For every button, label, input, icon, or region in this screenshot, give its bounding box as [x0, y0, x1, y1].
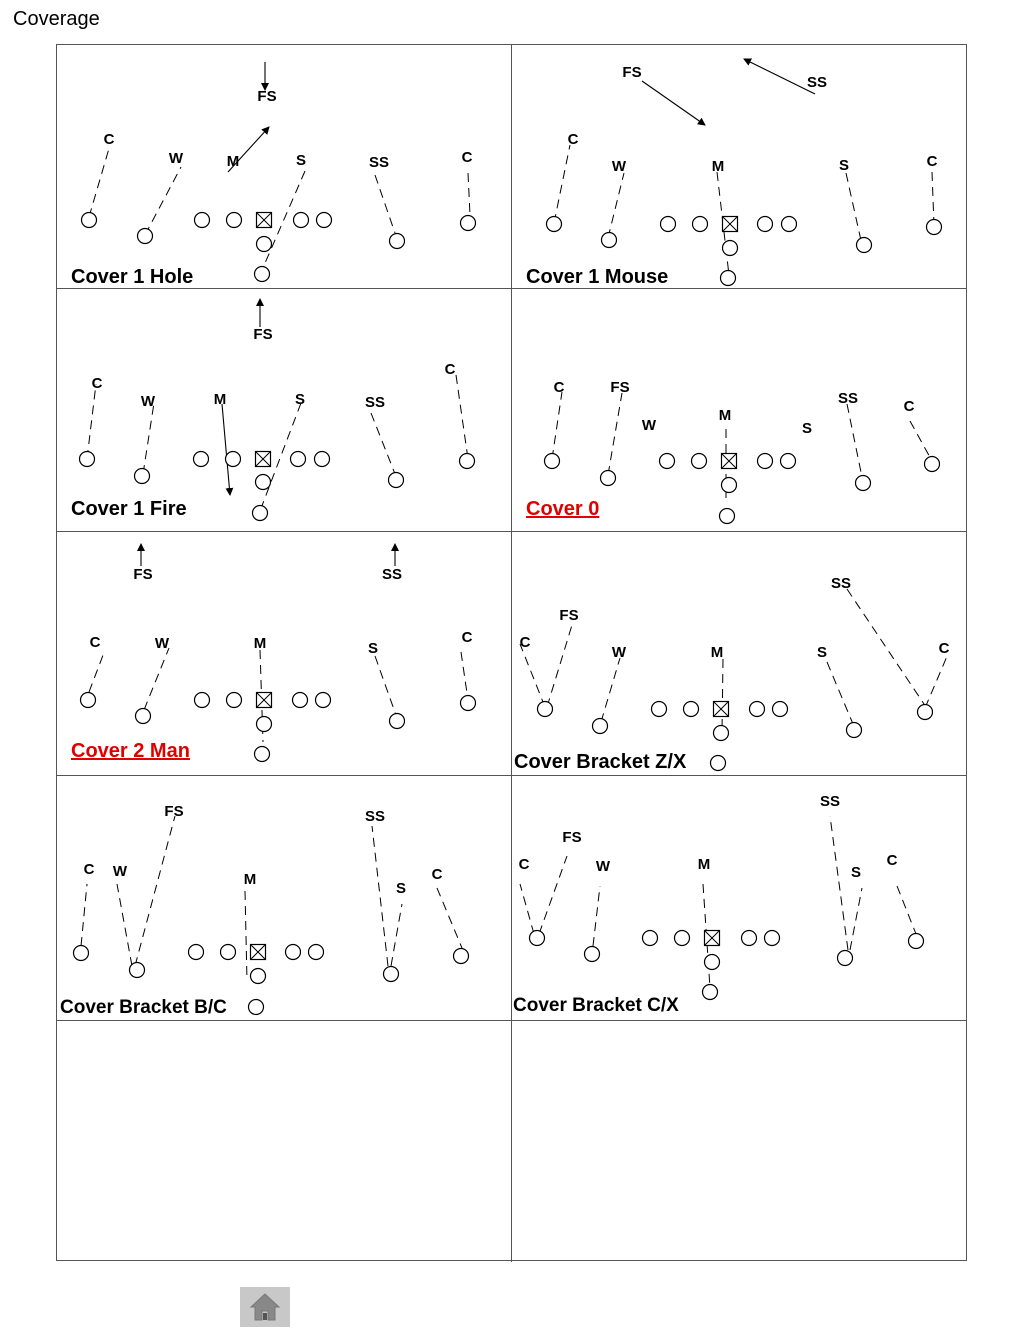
receiver — [138, 229, 153, 244]
offensive-lineman — [317, 213, 332, 228]
offensive-lineman — [773, 702, 788, 717]
center-lineman — [722, 454, 737, 469]
coverage-route-line — [846, 173, 862, 245]
defender-label: FS — [622, 64, 642, 81]
receiver — [389, 473, 404, 488]
play-cell-cover-bracket-zx — [512, 532, 966, 776]
quarterback — [257, 237, 272, 252]
defender-label: FS — [253, 326, 273, 343]
coverage-route-line — [827, 662, 853, 724]
defender-label: M — [697, 856, 711, 873]
receiver — [74, 946, 89, 961]
coverage-route-line — [372, 826, 388, 966]
home-icon — [249, 1291, 281, 1323]
receiver — [602, 233, 617, 248]
running-back — [255, 747, 270, 762]
offensive-lineman — [293, 693, 308, 708]
offensive-lineman — [684, 702, 699, 717]
receiver — [135, 469, 150, 484]
defender-label: M — [253, 635, 267, 652]
receiver — [918, 705, 933, 720]
play-diagram — [512, 45, 966, 289]
coverage-route-line — [375, 656, 397, 718]
defender-label: C — [886, 852, 898, 869]
running-back — [721, 271, 736, 286]
offensive-lineman — [227, 693, 242, 708]
offensive-lineman — [781, 454, 796, 469]
coverage-route-line — [547, 625, 572, 707]
quarterback — [722, 478, 737, 493]
center-lineman — [257, 213, 272, 228]
coverage-route-line — [593, 886, 600, 946]
center-lineman — [723, 217, 738, 232]
center-lineman — [705, 931, 720, 946]
coverage-route-line — [608, 393, 622, 475]
offensive-lineman — [758, 217, 773, 232]
play-diagram — [512, 776, 966, 1021]
receiver — [925, 457, 940, 472]
receiver — [130, 963, 145, 978]
receiver — [547, 217, 562, 232]
coverage-route-line — [391, 904, 402, 966]
quarterback — [251, 969, 266, 984]
receiver — [136, 709, 151, 724]
defender-label: M — [718, 407, 732, 424]
coverage-route-line — [81, 884, 87, 946]
defender-label: C — [553, 379, 565, 396]
coverage-route-line — [437, 888, 462, 948]
coverage-route-line — [539, 856, 567, 934]
offensive-lineman — [742, 931, 757, 946]
running-back — [253, 506, 268, 521]
defender-label: C — [444, 361, 456, 378]
offensive-lineman — [765, 931, 780, 946]
defender-label: M — [226, 153, 240, 170]
play-cell-empty-left — [57, 1021, 512, 1262]
defender-label: W — [140, 393, 156, 410]
receiver — [80, 452, 95, 467]
defender-label: S — [367, 640, 379, 657]
defender-label: C — [461, 629, 473, 646]
coverage-route-line — [601, 658, 620, 722]
defender-label: FS — [559, 607, 579, 624]
defender-arrow — [744, 59, 815, 94]
home-button[interactable] — [240, 1287, 290, 1327]
defender-label: M — [710, 644, 724, 661]
coverage-route-line — [87, 384, 96, 459]
coverage-route-line — [135, 816, 175, 966]
page-title: Coverage — [13, 8, 100, 30]
coverage-route-line — [117, 884, 132, 966]
coverage-route-line — [910, 421, 932, 461]
play-cell-cover-bracket-bc — [57, 776, 512, 1021]
coverage-route-line — [722, 659, 723, 732]
coverage-route-line — [554, 145, 570, 223]
coverage-route-line — [143, 403, 154, 474]
receiver — [538, 702, 553, 717]
defender-label: SS — [368, 154, 390, 171]
receiver — [81, 693, 96, 708]
receiver — [461, 696, 476, 711]
quarterback — [714, 726, 729, 741]
quarterback — [723, 241, 738, 256]
play-diagram — [512, 289, 966, 532]
running-back — [249, 1000, 264, 1015]
coverage-route-line — [144, 648, 169, 710]
defender-arrow — [222, 404, 230, 495]
defender-label: C — [903, 398, 915, 415]
receiver — [454, 949, 469, 964]
defender-label: FS — [133, 566, 153, 583]
defender-label: C — [567, 131, 579, 148]
defender-label: C — [103, 131, 115, 148]
defender-label: FS — [562, 829, 582, 846]
receiver — [601, 471, 616, 486]
offensive-lineman — [316, 693, 331, 708]
coverage-title: Cover 1 Hole — [71, 266, 194, 288]
defender-label: SS — [364, 394, 386, 411]
defender-label: M — [243, 871, 257, 888]
defender-label: C — [91, 375, 103, 392]
coverage-route-line — [847, 589, 924, 704]
coverage-route-line — [89, 145, 110, 217]
offensive-lineman — [286, 945, 301, 960]
offensive-lineman — [758, 454, 773, 469]
offensive-lineman — [195, 693, 210, 708]
play-diagram — [512, 1021, 966, 1262]
coverage-route-line — [371, 413, 397, 479]
play-diagram — [57, 1021, 512, 1262]
receiver — [927, 220, 942, 235]
offensive-lineman — [221, 945, 236, 960]
defender-label: FS — [257, 88, 277, 105]
coverage-route-line — [145, 167, 181, 235]
receiver — [82, 213, 97, 228]
quarterback — [705, 955, 720, 970]
receiver — [460, 454, 475, 469]
defender-label: M — [213, 391, 227, 408]
coverage-title: Cover 1 Fire — [71, 498, 187, 520]
defender-arrow — [642, 81, 705, 125]
coverage-route-line — [245, 891, 247, 981]
coverage-route-line — [520, 644, 545, 707]
defender-label: SS — [837, 390, 859, 407]
play-cell-cover-2-man — [57, 532, 512, 776]
play-cell-cover-1-mouse — [512, 45, 966, 289]
play-cell-cover-1-fire — [57, 289, 512, 532]
receiver — [461, 216, 476, 231]
defender-label: SS — [830, 575, 852, 592]
offensive-lineman — [693, 217, 708, 232]
coverage-title: Cover Bracket B/C — [60, 997, 227, 1018]
defender-label: C — [518, 856, 530, 873]
defender-label: S — [816, 644, 828, 661]
running-back — [711, 756, 726, 771]
running-back — [720, 509, 735, 524]
coverage-route-line — [520, 884, 534, 934]
play-diagram — [57, 45, 512, 289]
offensive-lineman — [675, 931, 690, 946]
defender-label: S — [850, 864, 862, 881]
play-cell-empty-right — [512, 1021, 966, 1262]
defender-label: W — [611, 644, 627, 661]
quarterback — [257, 717, 272, 732]
receiver — [384, 967, 399, 982]
defender-label: W — [154, 635, 170, 652]
receiver — [857, 238, 872, 253]
offensive-lineman — [226, 452, 241, 467]
receiver — [390, 234, 405, 249]
defender-label: FS — [610, 379, 630, 396]
offensive-lineman — [643, 931, 658, 946]
receiver — [585, 947, 600, 962]
offensive-lineman — [750, 702, 765, 717]
offensive-lineman — [194, 452, 209, 467]
offensive-lineman — [294, 213, 309, 228]
offensive-lineman — [661, 217, 676, 232]
offensive-lineman — [660, 454, 675, 469]
coverage-route-line — [468, 173, 470, 215]
play-diagram — [512, 532, 966, 776]
defender-label: SS — [819, 793, 841, 810]
coverage-route-line — [850, 888, 862, 950]
receiver — [593, 719, 608, 734]
offensive-lineman — [195, 213, 210, 228]
running-back — [255, 267, 270, 282]
defender-label: C — [89, 634, 101, 651]
coverage-route-line — [830, 816, 848, 950]
coverage-title[interactable]: Cover 2 Man — [71, 740, 190, 762]
center-lineman — [714, 702, 729, 717]
play-cell-cover-bracket-cx — [512, 776, 966, 1021]
defender-label: C — [926, 153, 938, 170]
quarterback — [256, 475, 271, 490]
offensive-lineman — [782, 217, 797, 232]
coverage-route-line — [932, 172, 934, 225]
center-lineman — [256, 452, 271, 467]
offensive-lineman — [309, 945, 324, 960]
play-cell-cover-0 — [512, 289, 966, 532]
defender-label: S — [838, 157, 850, 174]
running-back — [703, 985, 718, 1000]
coverage-title[interactable]: Cover 0 — [526, 498, 600, 520]
defender-label: S — [295, 152, 307, 169]
offensive-lineman — [189, 945, 204, 960]
defender-label: C — [83, 861, 95, 878]
coverage-route-line — [89, 650, 105, 692]
defender-label: S — [395, 880, 407, 897]
coverage-route-line — [925, 654, 948, 708]
defender-label: SS — [364, 808, 386, 825]
defender-label: S — [294, 391, 306, 408]
receiver — [856, 476, 871, 491]
play-cell-cover-1-hole — [57, 45, 512, 289]
coverage-grid — [56, 44, 967, 1261]
defender-label: SS — [806, 74, 828, 91]
coverage-route-line — [461, 652, 468, 700]
defender-label: C — [431, 866, 443, 883]
play-diagram — [57, 289, 512, 532]
coverage-route-line — [375, 175, 395, 233]
center-lineman — [257, 693, 272, 708]
coverage-title: Cover Bracket C/X — [513, 995, 679, 1016]
offensive-lineman — [652, 702, 667, 717]
defender-label: S — [801, 420, 813, 437]
center-lineman — [251, 945, 266, 960]
defender-label: M — [711, 158, 725, 175]
offensive-lineman — [315, 452, 330, 467]
receiver — [390, 714, 405, 729]
offensive-lineman — [692, 454, 707, 469]
play-diagram — [57, 776, 512, 1021]
defender-label: C — [519, 634, 531, 651]
defender-label: W — [611, 158, 627, 175]
defender-label: C — [461, 149, 473, 166]
receiver — [909, 934, 924, 949]
defender-label: C — [938, 640, 950, 657]
defender-label: SS — [381, 566, 403, 583]
defender-label: W — [595, 858, 611, 875]
receiver — [545, 454, 560, 469]
coverage-route-line — [552, 392, 562, 459]
offensive-lineman — [291, 452, 306, 467]
play-diagram — [57, 532, 512, 776]
coverage-route-line — [608, 173, 624, 238]
receiver — [847, 723, 862, 738]
offensive-lineman — [227, 213, 242, 228]
defender-label: W — [112, 863, 128, 880]
coverage-title: Cover 1 Mouse — [526, 266, 669, 288]
defender-label: W — [168, 150, 184, 167]
defender-label: FS — [164, 803, 184, 820]
coverage-route-line — [456, 375, 468, 459]
coverage-title: Cover Bracket Z/X — [514, 751, 687, 773]
receiver — [530, 931, 545, 946]
defender-label: W — [641, 417, 657, 434]
receiver — [838, 951, 853, 966]
coverage-route-line — [847, 404, 862, 477]
coverage-route-line — [897, 886, 916, 934]
